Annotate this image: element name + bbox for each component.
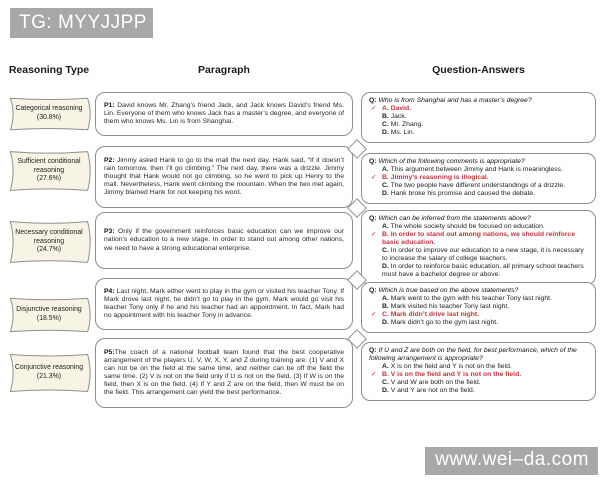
correct-check-icon: ✓ xyxy=(371,174,377,182)
option-letter: C. xyxy=(382,311,389,319)
reasoning-type-percent: (18.5%) xyxy=(36,315,62,322)
q-label: Q: xyxy=(369,215,377,222)
question-line xyxy=(369,158,589,166)
paragraph-text: Only if the government reinforces basic education can we improve our nation’s education to a new stage. In order to stand out among other nations, we need to have a strong educational enterprise. xyxy=(104,228,344,252)
correct-check-icon: ✓ xyxy=(371,105,377,113)
answer-option xyxy=(369,263,589,279)
reasoning-type-disjunctive xyxy=(7,297,91,333)
option-letter: C. xyxy=(382,121,389,129)
reasoning-type-necessary-conditional xyxy=(7,220,91,264)
option-letter: D. xyxy=(382,129,389,137)
column-header-question-answers: Question-Answers xyxy=(432,64,525,76)
paragraph-tag: P4: xyxy=(104,287,115,295)
option-text: Mark didn’t go to the gym last night. xyxy=(390,319,498,327)
question-text: Which of the following comments is appropriate? xyxy=(378,158,525,165)
qa-box-q3 xyxy=(361,210,596,285)
answer-option xyxy=(369,113,589,121)
reasoning-type-label: Categorical reasoning xyxy=(15,105,83,113)
option-text: V is on the field and Y is not on the field. xyxy=(390,371,522,379)
question-text: If U and Z are both on the field, for best performance, which of the following arrangement is appropriate? xyxy=(369,347,577,363)
column-header-reasoning-type: Reasoning Type xyxy=(8,64,90,76)
reasoning-type-percent: (27.6%) xyxy=(36,175,62,183)
answer-option-correct xyxy=(369,311,589,319)
reasoning-type-label: Disjunctive reasoning xyxy=(16,306,82,314)
question-line xyxy=(369,215,589,223)
answer-option-correct xyxy=(369,105,589,113)
option-letter: B. xyxy=(382,303,389,311)
option-text: V and Y are not on the field. xyxy=(390,387,475,395)
option-text: The whole society should be focused on education. xyxy=(390,223,545,231)
option-text: Ms. Lin. xyxy=(390,129,415,137)
answer-option-correct xyxy=(369,231,589,247)
option-text: X is on the field and Y is not on the field. xyxy=(390,363,512,371)
option-letter: D. xyxy=(382,319,389,327)
column-header-paragraph: Paragraph xyxy=(198,64,250,76)
question-text: Which is true based on the above statements? xyxy=(378,287,519,294)
option-letter: B. xyxy=(382,371,389,379)
reasoning-type-sufficient-conditional xyxy=(7,150,91,192)
answer-option xyxy=(369,190,589,198)
option-text: In order to stand out among nations, we should reinforce basic education. xyxy=(382,231,575,247)
option-text: Mark didn’t drive last night. xyxy=(390,311,480,319)
paragraph-tag: P2: xyxy=(104,156,115,164)
option-letter: C. xyxy=(382,247,389,255)
option-text: Jimmy’s reasoning is illogical. xyxy=(390,174,489,182)
answer-option xyxy=(369,223,589,231)
option-letter: A. xyxy=(382,166,389,174)
answer-option-correct xyxy=(369,371,589,379)
question-line xyxy=(369,97,589,105)
paragraph-text: Jimmy asked Hank to go to the mall the next day. Hank said, “If it doesn’t rain tomorrow, then I’ll go climbing.” The next day, there was a drizzle. Jimmy thought that Hank would not go climbing, so he went to pick up Henry to the mall. Nevertheless, Hank went climbing the mountain. When the two met again, Jimmy blamed Hank for not keeping his word. xyxy=(104,156,344,197)
watermark: www.wei–da.com xyxy=(425,447,598,475)
reasoning-type-percent: (24.7%) xyxy=(36,246,62,254)
paragraph-box-p4 xyxy=(95,278,353,330)
option-text: Mark visited his teacher Tony last night. xyxy=(390,303,510,311)
reasoning-type-categorical xyxy=(7,97,91,131)
answer-option xyxy=(369,319,589,327)
correct-check-icon: ✓ xyxy=(371,311,377,319)
qa-box-q1 xyxy=(361,92,596,143)
paragraph-text: David knows Mr. Zhang’s friend Jack, and Jack knows David’s friend Ms. Lin. Everyone of them who knows Jack has a master’s degree, and everyone of them who knows Ms. Lin is from Shanghai. xyxy=(104,101,344,126)
paragraph-tag: P1: xyxy=(104,101,115,109)
paragraph-text: Last night, Mark either went to play in the gym or visited his teacher Tony. If Mark drove last night, he didn’t go to play in the gym. Mark would go visit his teacher Tony only if he and his teacher had an appointment. In fact, Mark had no appointment with his teacher Tony in advance. xyxy=(104,287,344,320)
q-label: Q: xyxy=(369,287,377,294)
figure-tag-label: TG: MYYJJPP xyxy=(10,8,153,38)
option-letter: D. xyxy=(382,190,389,198)
option-text: The two people have different understandings of a drizzle. xyxy=(390,182,566,190)
option-text: V and W are both on the field. xyxy=(390,379,481,387)
qa-box-q2 xyxy=(361,153,596,204)
option-text: David. xyxy=(390,105,412,113)
question-line xyxy=(369,287,589,295)
option-letter: A. xyxy=(382,363,389,371)
answer-option xyxy=(369,182,589,190)
reasoning-type-percent: (21.3%) xyxy=(36,373,62,380)
paragraph-box-p5 xyxy=(95,338,353,408)
answer-option xyxy=(369,379,589,387)
option-letter: A. xyxy=(382,105,389,113)
answer-option-correct xyxy=(369,174,589,182)
reasoning-type-label: Sufficient conditional reasoning xyxy=(17,157,81,174)
option-letter: A. xyxy=(382,223,389,231)
option-text: Hank broke his promise and caused the debate. xyxy=(390,190,536,198)
option-text: In order to reinforce basic education, all primary school teachers must have a bachelor degree or above. xyxy=(382,263,584,279)
answer-option xyxy=(369,166,589,174)
paragraph-box-p3 xyxy=(95,212,353,269)
answer-option xyxy=(369,129,589,137)
reasoning-type-percent: (30.8%) xyxy=(36,114,62,121)
reasoning-type-conjunctive xyxy=(7,353,91,393)
option-text: This argument between Jimmy and Hank is meaningless. xyxy=(390,166,563,174)
option-letter: A. xyxy=(382,295,389,303)
option-text: Mr. Zhang. xyxy=(390,121,424,129)
answer-option xyxy=(369,363,589,371)
option-letter: D. xyxy=(382,387,389,395)
option-letter: C. xyxy=(382,379,389,387)
reasoning-type-label: Necessary conditional reasoning xyxy=(15,228,83,245)
question-line xyxy=(369,347,589,363)
qa-box-q5 xyxy=(361,342,596,401)
answer-option xyxy=(369,247,589,263)
answer-option xyxy=(369,121,589,129)
option-letter: C. xyxy=(382,182,389,190)
option-letter: B. xyxy=(382,231,389,239)
paragraph-tag: P5: xyxy=(104,348,115,356)
answer-option xyxy=(369,303,589,311)
answer-option xyxy=(369,387,589,395)
option-text: Mark went to the gym with his teacher Tony last night. xyxy=(390,295,552,303)
option-text: In order to improve our education to a new stage, it is necessary to increase the salary of college teachers. xyxy=(382,247,584,263)
qa-box-q4 xyxy=(361,282,596,333)
answer-option xyxy=(369,295,589,303)
option-letter: D. xyxy=(382,263,389,271)
q-label: Q: xyxy=(369,97,377,104)
option-text: Jack. xyxy=(390,113,407,121)
question-text: Which can be inferred from the statements above? xyxy=(378,215,531,222)
option-letter: B. xyxy=(382,113,389,121)
paragraph-box-p1 xyxy=(95,92,353,136)
option-letter: B. xyxy=(382,174,389,182)
correct-check-icon: ✓ xyxy=(371,231,377,239)
paragraph-tag: P3: xyxy=(104,228,115,236)
q-label: Q: xyxy=(369,158,377,165)
paragraph-text: The coach of a national football team found that the best cooperative arrangement of the players U, V, W, X, Y, and Z during training are: (1) V and X can not be on the field at the same time, and neither can be off the field the same time. (2) V is not on the field only if U is not on the field. (3) If W is on the field, then X is on the field. (4) If Y and Z are on the field, then W must be on the field. This arrangement can yield the best performance. xyxy=(104,348,344,397)
correct-check-icon: ✓ xyxy=(371,371,377,379)
q-label: Q: xyxy=(369,347,377,354)
question-text: Who is from Shanghai and has a master’s degree? xyxy=(378,97,532,104)
paragraph-box-p2 xyxy=(95,146,353,208)
reasoning-type-label: Conjunctive reasoning xyxy=(14,364,84,372)
